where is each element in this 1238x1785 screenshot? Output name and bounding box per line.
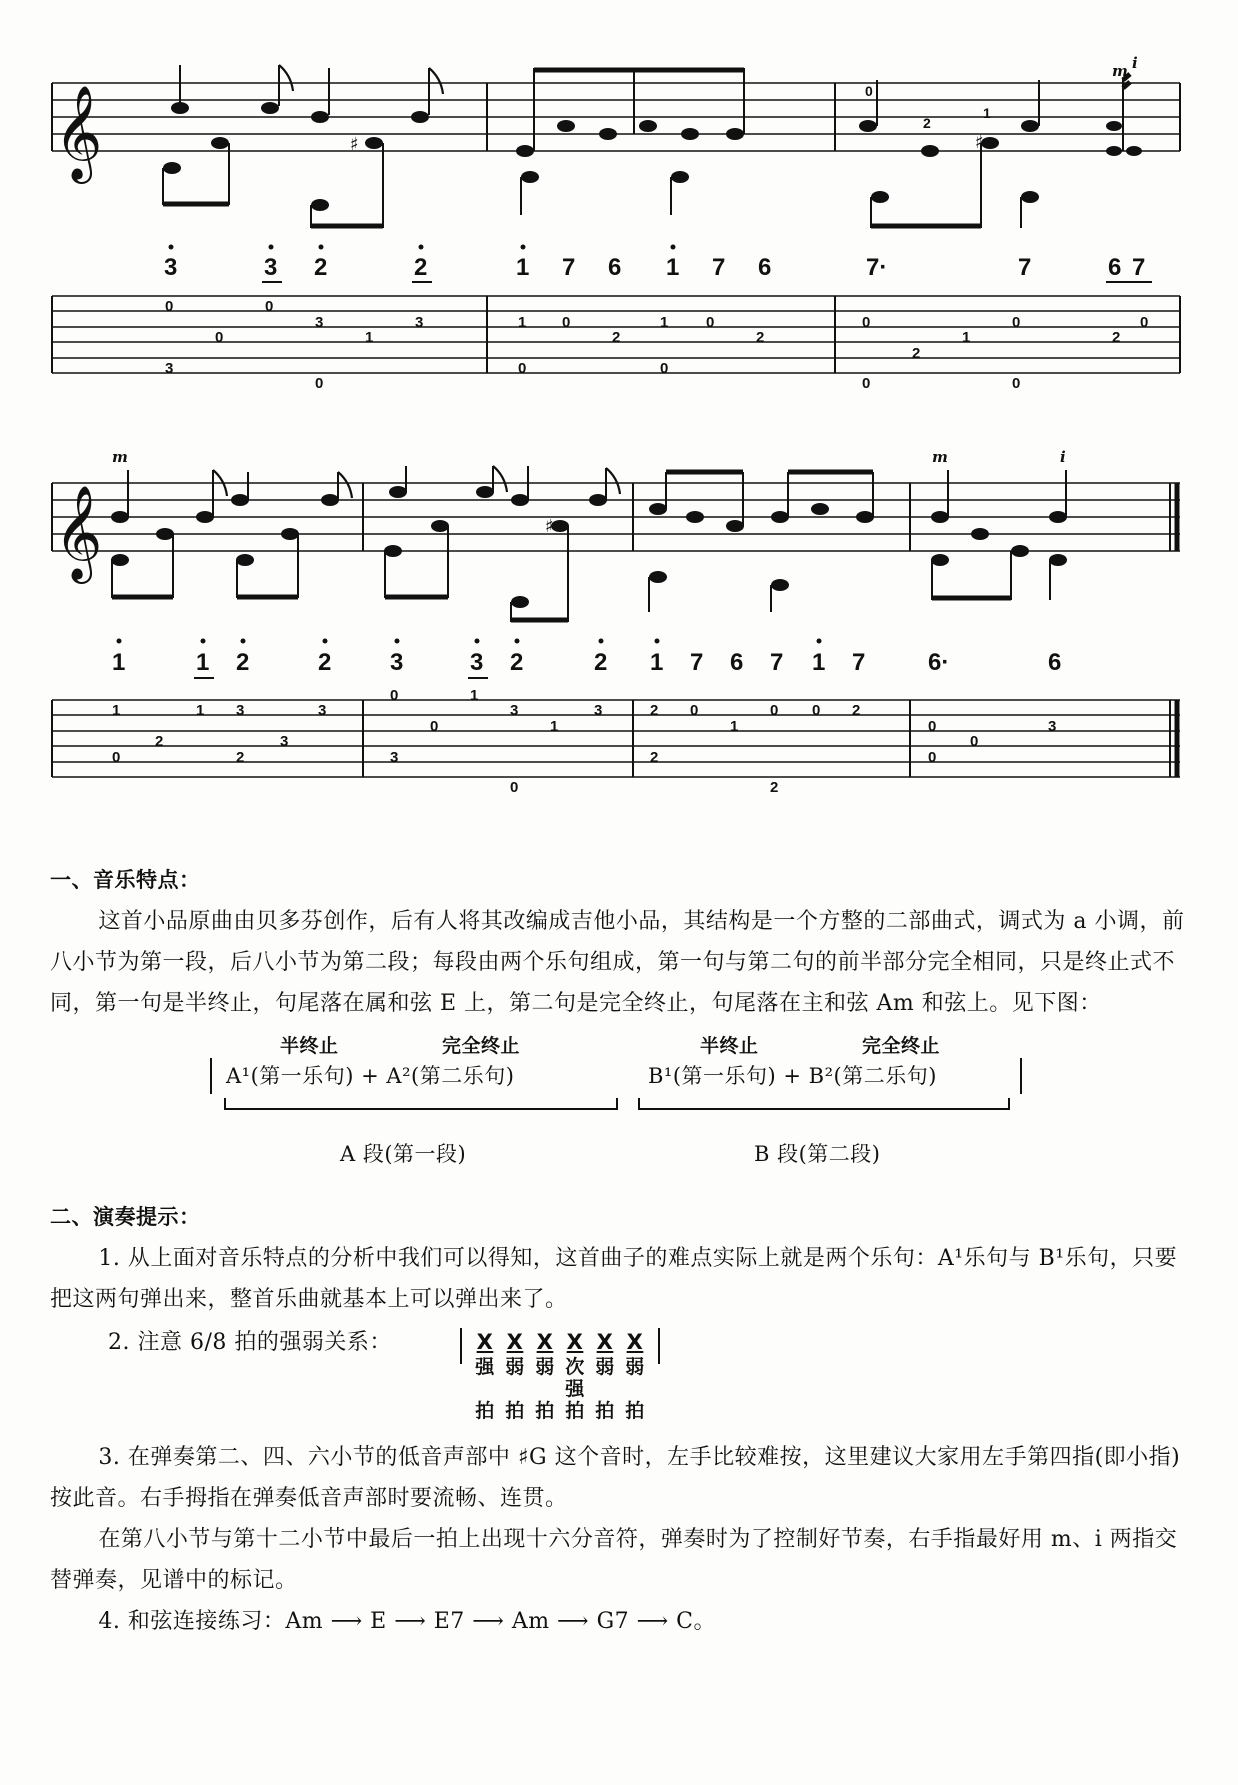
jianpu-2 [112,649,1061,676]
svg-text:3: 3 [164,254,178,281]
svg-text:2: 2 [912,345,921,362]
svg-text:2: 2 [852,702,861,719]
svg-text:0: 0 [165,298,174,315]
svg-text:3: 3 [236,702,245,719]
beams-2 [112,472,1011,620]
svg-text:0: 0 [660,360,669,377]
svg-text:2: 2 [314,254,328,281]
b-phrases: B¹(第一乐句) + B²(第二乐句) [648,1064,937,1088]
tab-lines-2 [52,700,1180,777]
svg-text:1: 1 [112,702,121,719]
svg-text:7·: 7· [866,254,888,281]
a-phrases: A¹(第一乐句) + A²(第二乐句) [226,1064,515,1088]
svg-text:1: 1 [666,254,680,281]
beat-bar-right [658,1328,660,1364]
svg-text:0: 0 [970,733,979,750]
score-row-2 [52,448,1180,796]
notes-2 [111,486,1067,608]
b-section-label: B 段(第二段) [754,1142,881,1166]
sharp-icon: ♯ [975,132,984,153]
structure-diagram [50,1026,1190,1191]
section-title-music-features: 一、音乐特点： [50,868,201,892]
tip-1: 1. 从上面对音乐特点的分析中我们可以得知，这首曲子的难点实际上就是两个乐句：A¹乐句与 B¹乐句，只要把这两句弹出来，整首乐曲就基本上可以弹出来了。 [50,1246,1178,1312]
svg-text:0: 0 [706,314,715,331]
svg-text:1: 1 [112,649,126,676]
beat-3: X 弱 拍 [535,1330,555,1422]
svg-text:0: 0 [812,702,821,719]
notes-1 [163,102,1142,211]
beat-6: X 弱 拍 [625,1330,645,1422]
svg-text:0: 0 [1012,375,1021,392]
svg-text:0: 0 [510,779,519,796]
svg-text:3: 3 [470,649,484,676]
b-section-bracket [638,1098,1010,1110]
svg-text:1: 1 [660,314,669,331]
svg-text:3: 3 [390,749,399,766]
beat-4: X 次 强 拍 [565,1330,585,1422]
svg-text:1: 1 [550,718,559,735]
bar-right [1020,1058,1022,1094]
svg-text:6: 6 [608,254,622,281]
svg-text:6: 6 [1108,254,1122,281]
svg-text:1: 1 [650,649,664,676]
svg-text:0: 0 [390,687,399,704]
fingering-1 [1112,54,1138,80]
svg-text:3: 3 [165,360,174,377]
svg-text:2: 2 [650,702,659,719]
svg-text:6·: 6· [928,649,950,676]
svg-text:2: 2 [756,329,765,346]
svg-text:1: 1 [983,105,991,121]
svg-text:0: 0 [928,749,937,766]
svg-text:m: m [1112,62,1128,80]
score-row-1 [52,54,1180,392]
a-section-label: A 段(第一段) [340,1142,467,1166]
flags-1 [279,65,443,94]
beat-pattern [50,1322,1190,1437]
svg-text:6: 6 [730,649,744,676]
svg-text:3: 3 [280,733,289,750]
svg-text:1: 1 [730,718,739,735]
svg-text:0: 0 [215,329,224,346]
svg-text:1: 1 [516,254,530,281]
svg-text:0: 0 [1140,314,1149,331]
b-half-cadence-label: 半终止 [700,1035,759,1057]
svg-text:0: 0 [518,360,527,377]
svg-text:2: 2 [510,649,524,676]
svg-text:0: 0 [865,83,873,99]
svg-text:0: 0 [112,749,121,766]
svg-text:0: 0 [1012,314,1021,331]
svg-text:0: 0 [770,702,779,719]
svg-text:i: i [1132,54,1138,72]
svg-text:2: 2 [236,649,250,676]
staff-lines-2 [52,483,1180,551]
svg-text:7: 7 [562,254,576,281]
svg-text:2: 2 [414,254,428,281]
beams-1 [163,70,1130,226]
beat-bar-left [460,1328,462,1364]
svg-text:1: 1 [365,329,374,346]
svg-text:7: 7 [690,649,704,676]
svg-text:7: 7 [712,254,726,281]
flags-2 [213,466,620,498]
treble-clef-icon: 𝄞 [54,85,103,180]
tab-numbers-1 [165,298,1148,392]
svg-text:1: 1 [470,687,479,704]
svg-text:2: 2 [1112,329,1121,346]
svg-text:2: 2 [318,649,332,676]
svg-text:1: 1 [812,649,826,676]
svg-text:3: 3 [415,314,424,331]
svg-text:0: 0 [690,702,699,719]
svg-text:0: 0 [265,298,274,315]
svg-text:2: 2 [594,649,608,676]
svg-text:0: 0 [862,375,871,392]
svg-text:3: 3 [510,702,519,719]
beat-5: X 弱 拍 [595,1330,615,1422]
svg-text:0: 0 [862,314,871,331]
svg-text:7: 7 [1018,254,1032,281]
b-full-cadence-label: 完全终止 [862,1035,941,1057]
svg-text:1: 1 [518,314,527,331]
sharp-icon: ♯ [545,516,554,537]
music-features-paragraph: 这首小品原曲由贝多芬创作，后有人将其改编成吉他小品，其结构是一个方整的二部曲式，调式为 a 小调，前八小节为第一段，后八小节为第二段；每段由两个乐句组成，第一句与第二句的前半部分完全相同，只是终止式不同，第一句是半终止，句尾落在属和弦 E 上，第二句是完全终止，句尾落在主和弦 Am 和弦上。见下图： [50,909,1185,1016]
svg-text:7: 7 [852,649,866,676]
svg-text:7: 7 [770,649,784,676]
fingering-2 [112,448,1066,466]
section-title-performance-tips: 二、演奏提示： [50,1205,201,1229]
svg-text:3: 3 [315,314,324,331]
svg-text:m: m [112,448,128,466]
tip-3b: 在第八小节与第十二小节中最后一拍上出现十六分音符，弹奏时为了控制好节奏，右手指最好用 m、i 两指交替弹奏，见谱中的标记。 [50,1527,1178,1593]
guitar-score [0,0,1238,860]
beat-1: X 强 拍 [475,1330,495,1422]
svg-text:3: 3 [594,702,603,719]
svg-text:2: 2 [612,329,621,346]
svg-text:6: 6 [1048,649,1062,676]
svg-text:1: 1 [196,649,210,676]
svg-text:0: 0 [928,718,937,735]
svg-text:2: 2 [155,733,164,750]
tip-4: 4. 和弦连接练习：Am ⟶ E ⟶ E7 ⟶ Am ⟶ G7 ⟶ C。 [98,1609,717,1634]
svg-text:0: 0 [315,375,324,392]
sharp-icon: ♯ [350,134,359,155]
a-full-cadence-label: 完全终止 [442,1035,521,1057]
beat-2: X 弱 拍 [505,1330,525,1422]
svg-text:3: 3 [1048,718,1057,735]
tip-3: 3. 在弹奏第二、四、六小节的低音声部中 ♯G 这个音时，左手比较难按，这里建议大家用左手第四指(即小指)按此音。右手拇指在弹奏低音声部时要流畅、连贯。 [50,1445,1181,1511]
svg-text:2: 2 [770,779,779,796]
svg-text:6: 6 [758,254,772,281]
a-section-bracket [224,1098,618,1110]
svg-text:1: 1 [962,329,971,346]
bar-left [210,1058,212,1094]
svg-text:0: 0 [562,314,571,331]
svg-text:3: 3 [390,649,404,676]
a-half-cadence-label: 半终止 [280,1035,339,1057]
svg-text:7: 7 [1132,254,1146,281]
treble-clef-icon: 𝄞 [54,485,103,580]
jianpu-1 [164,254,1145,281]
tip-2-lead: 2. 注意 6/8 拍的强弱关系： [108,1330,392,1355]
article-text [50,860,1190,1642]
svg-text:2: 2 [650,749,659,766]
svg-text:3: 3 [318,702,327,719]
svg-text:2: 2 [923,115,931,131]
note-labels-1 [865,83,991,131]
svg-text:m: m [932,448,948,466]
svg-text:2: 2 [236,749,245,766]
jianpu-dots-1 [169,245,676,250]
svg-text:1: 1 [196,702,205,719]
jianpu-dots-2 [117,639,822,644]
svg-text:i: i [1060,448,1066,466]
svg-text:0: 0 [430,718,439,735]
svg-text:3: 3 [264,254,278,281]
tab-numbers-2 [112,687,1056,796]
